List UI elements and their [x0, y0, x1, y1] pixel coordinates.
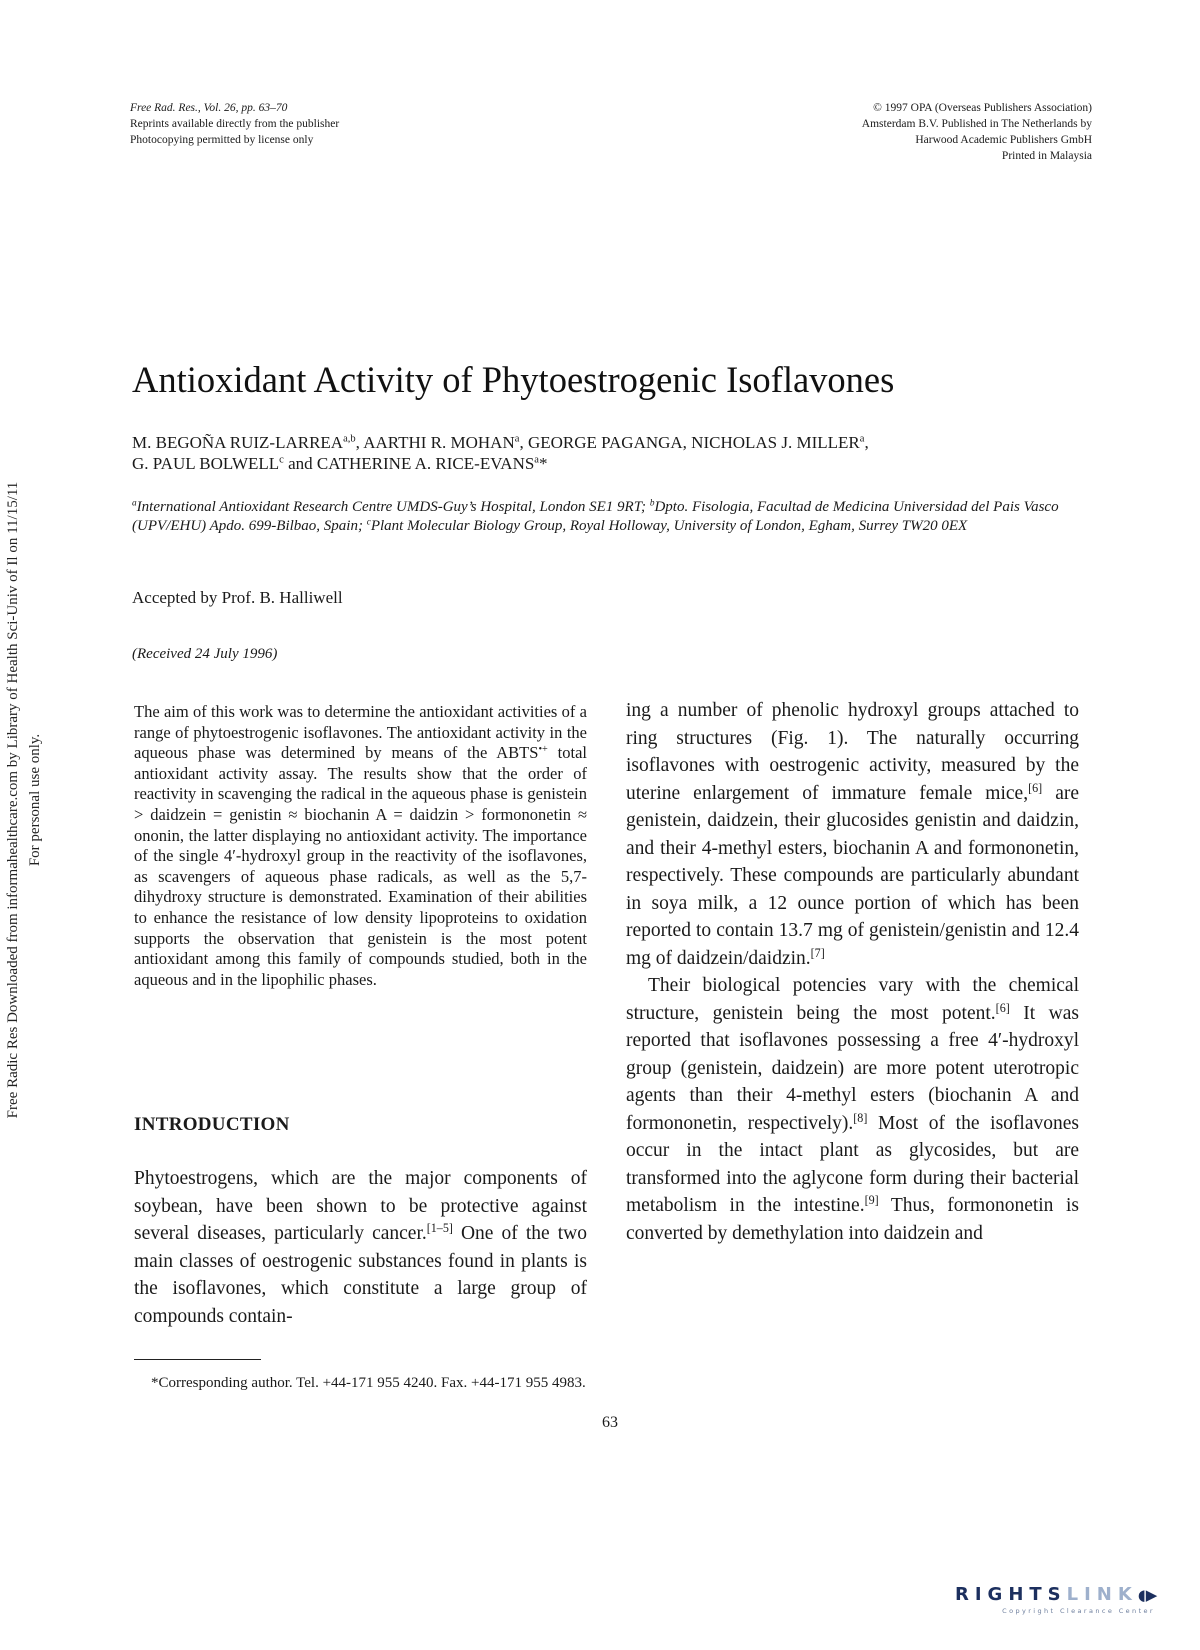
photocopy-note: Photocopying permitted by license only	[130, 134, 314, 146]
received-date: (Received 24 July 1996)	[132, 646, 278, 662]
footnote-rule	[134, 1359, 261, 1360]
rightslink-tagline: Copyright Clearance Center	[1002, 1607, 1155, 1615]
journal-citation: Free Rad. Res., Vol. 26, pp. 63–70	[130, 102, 288, 114]
download-stamp	[2, 420, 50, 1180]
download-stamp-line1: Free Radic Res Downloaded from informahealthcare.com by Library of Health Sci-Univ of Il on 11/15/11	[5, 481, 21, 1119]
publisher-line: Amsterdam B.V. Published in The Netherlands by	[861, 118, 1092, 130]
right-paragraph-2: Their biological potencies vary with the chemical structure, genistein being the most potent.[6] It was reported that isoflavones possessing a free 4′-hydroxyl group (genistein, daidzein) are more potent uterotropic agents than their 4-methyl esters (biochanin A and formononetin, respectively).[8] Most of the isoflavones occur in the intact plant as glycosides, but are transformed into the aglycone form during their bacterial metabolism in the intestine.[9] Thus, formononetin is converted by demethylation into daidzein and	[626, 975, 1079, 1244]
page-number: 63	[602, 1414, 618, 1431]
authors-line1: M. BEGOÑA RUIZ-LARREA$^{a,b}$, AARTHI R. MOHAN$^a$, GEORGE PAGANGA, NICHOLAS J. MILLER$^a$,	[132, 433, 869, 452]
authors-line2: G. PAUL BOLWELL$^c$ and CATHERINE A. RICE-EVANS$^a$*	[132, 454, 548, 473]
intro-left-column	[134, 1165, 587, 1330]
rightslink-logo[interactable]	[955, 1584, 1158, 1615]
printed-in: Printed in Malaysia	[1001, 150, 1092, 162]
rightslink-word-link: LINK	[1066, 1584, 1138, 1605]
article-title: Antioxidant Activity of Phytoestrogenic Isoflavones	[132, 359, 895, 400]
copyright-line: © 1997 OPA (Overseas Publishers Association)	[873, 102, 1092, 114]
author-list	[132, 432, 1092, 474]
reprints-note: Reprints available directly from the publisher	[130, 118, 340, 130]
abstract: The aim of this work was to determine the antioxidant activities of a range of phytoestrogenic isoflavones. The antioxidant activity in the aqueous phase was determined by means of the ABTS•+ total antioxidant activity assay. The results show that the order of reactivity in scavenging the radical in the aqueous phase is genistein > daidzein = genistin ≈ biochanin A = daidzin > formononetin ≈ ononin, the latter displaying no antioxidant activity. The importance of the single 4′-hydroxyl group in the reactivity of the isoflavones, as scavengers of aqueous phase radicals, as well as the 5,7-dihydroxy structure is demonstrated. Examination of their abilities to enhance the resistance of low density lipoproteins to oxidation supports the observation that genistein is the most potent antioxidant among this family of compounds studied, both in the aqueous and in the lipophilic phases.	[134, 702, 587, 989]
corresponding-author-footnote: *Corresponding author. Tel. +44-171 955 4240. Fax. +44-171 955 4983.	[151, 1375, 586, 1391]
section-heading-introduction: INTRODUCTION	[134, 1114, 290, 1135]
publisher-name: Harwood Academic Publishers GmbH	[915, 134, 1092, 146]
right-paragraph-1: ing a number of phenolic hydroxyl groups attached to ring structures (Fig. 1). The naturally occurring isoflavones with oestrogenic activity, measured by the uterine enlargement of immature female mice,[6] are genistein, daidzein, their glucosides genistin and daidzin, and their 4-methyl esters, biochanin A and formononetin, respectively. These compounds are particularly abundant in soya milk, a 12 ounce portion of which has been reported to contain 13.7 mg of genistein/genistin and 12.4 mg of daidzein/daidzin.[7]	[626, 700, 1080, 969]
rightslink-wordmark	[955, 1584, 1158, 1605]
journal-info	[130, 100, 530, 148]
intro-paragraph-1: Phytoestrogens, which are the major components of soybean, have been shown to be protective against several diseases, particularly cancer.[1–5] One of the two main classes of oestrogenic substances found in plants is the isoflavones, which constitute a large group of compounds contain-	[134, 1168, 587, 1327]
download-stamp-line2: For personal use only.	[27, 733, 43, 867]
rightslink-word-rights: RIGHTS	[955, 1584, 1067, 1605]
affiliations: $^a$International Antioxidant Research Centre UMDS-Guy’s Hospital, London SE1 9RT; $^b$Dpto. Fisologia, Facultad de Medicina Universidad del Pais Vasco (UPV/EHU) Apdo. 699-Bilbao, Spain; $^c$Plant Molecular Biology Group, Royal Holloway, University of London, Egham, Surrey TW20 0EX	[132, 498, 1059, 534]
accepted-by: Accepted by Prof. B. Halliwell	[132, 588, 343, 607]
right-column	[626, 697, 1079, 1247]
rightslink-arrow-icon: ◖▶	[1137, 1586, 1158, 1604]
publisher-info	[700, 100, 1092, 164]
